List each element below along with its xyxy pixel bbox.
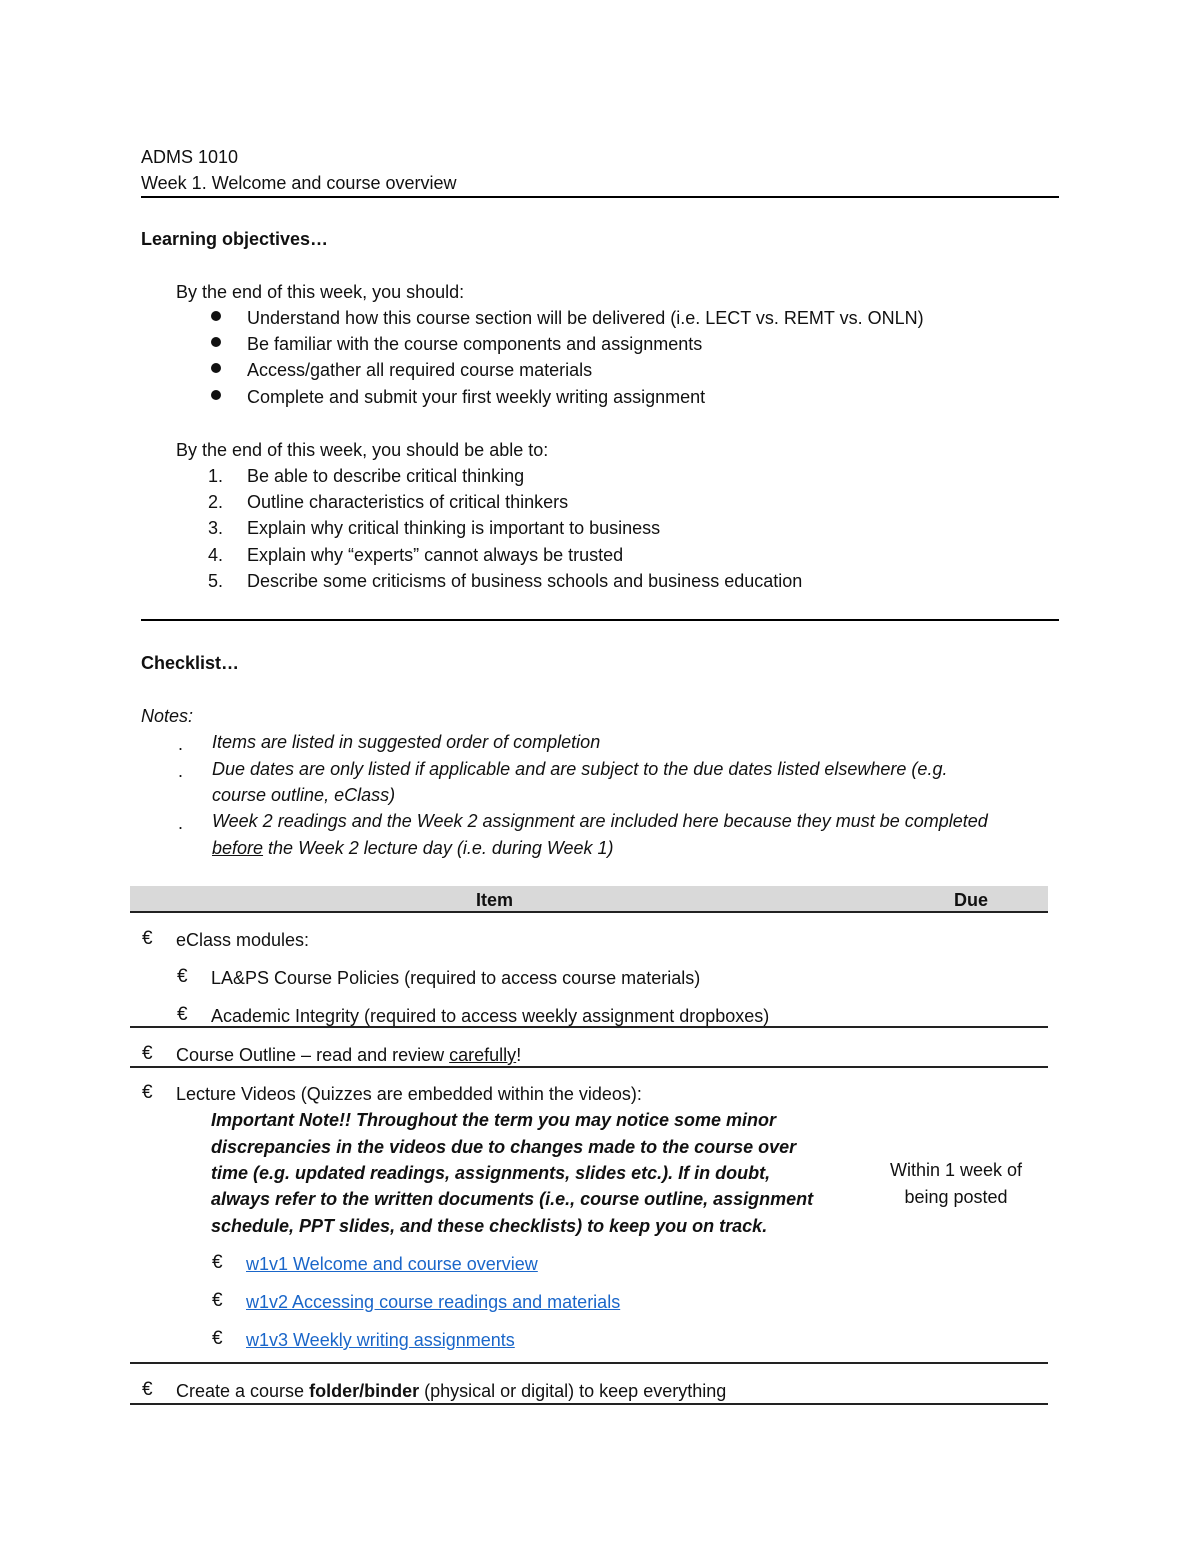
- section-rule: [141, 619, 1059, 621]
- note-marker: .: [178, 761, 184, 781]
- outline-emphasis: carefully: [449, 1045, 517, 1065]
- checkbox-icon[interactable]: €: [177, 966, 188, 987]
- able-item: Explain why “experts” cannot always be trusted: [247, 545, 624, 565]
- notes-label: Notes:: [141, 706, 194, 726]
- checklist-subitem: LA&PS Course Policies (required to access course materials): [211, 968, 701, 988]
- bullet-icon: [211, 390, 221, 400]
- note-marker: .: [178, 734, 184, 754]
- course-code: ADMS 1010: [141, 147, 239, 167]
- table-row-divider: [130, 1066, 1048, 1068]
- outline-punct: !: [516, 1045, 522, 1065]
- header-rule: [141, 196, 1059, 198]
- checkbox-icon[interactable]: €: [212, 1328, 223, 1349]
- bullet-icon: [211, 311, 221, 321]
- table-header: [130, 886, 1048, 912]
- checkbox-icon[interactable]: €: [212, 1290, 223, 1311]
- note-item: Due dates are only listed if applicable and are subject to the due dates listed elsewhere (e.g.: [212, 759, 948, 779]
- checklist-heading: Checklist…: [141, 653, 240, 673]
- outline-text: Course Outline – read and review: [176, 1045, 450, 1065]
- bullet-icon: [211, 337, 221, 347]
- able-item-number: 5.: [208, 571, 224, 591]
- checkbox-icon[interactable]: €: [212, 1252, 223, 1273]
- videos-note-line: Important Note!! Throughout the term you may notice some minor: [211, 1110, 777, 1130]
- should-item: Access/gather all required course materials: [247, 360, 593, 380]
- able-intro: By the end of this week, you should be able to:: [176, 440, 549, 460]
- table-row-divider: [130, 1403, 1048, 1405]
- note-before-word: before: [212, 838, 264, 858]
- checklist-item-videos: Lecture Videos (Quizzes are embedded within the videos):: [176, 1084, 642, 1104]
- objectives-heading: Learning objectives…: [141, 229, 329, 249]
- week-title: Week 1. Welcome and course overview: [141, 173, 457, 193]
- able-item: Be able to describe critical thinking: [247, 466, 525, 486]
- able-item-number: 1.: [208, 466, 224, 486]
- able-item-number: 3.: [208, 518, 224, 538]
- checkbox-icon[interactable]: €: [142, 1043, 153, 1064]
- video-link-w1v3[interactable]: w1v3 Weekly writing assignments: [246, 1330, 515, 1350]
- table-row-divider: [130, 1026, 1048, 1028]
- bullet-icon: [211, 363, 221, 373]
- table-row-divider: [130, 911, 1048, 913]
- checklist-item-folder: [176, 1378, 726, 1404]
- folder-emphasis: folder/binder: [309, 1381, 420, 1401]
- videos-due-line: being posted: [904, 1187, 1008, 1207]
- should-intro: By the end of this week, you should:: [176, 282, 465, 302]
- able-item: Outline characteristics of critical thinkers: [247, 492, 569, 512]
- column-item-header: Item: [476, 890, 514, 910]
- table-row-divider: [130, 1362, 1048, 1364]
- note-item-continued: course outline, eClass): [212, 785, 396, 805]
- able-item-number: 4.: [208, 545, 224, 565]
- checklist-item-eclass: eClass modules:: [176, 930, 310, 950]
- video-link-w1v2[interactable]: w1v2 Accessing course readings and materials: [246, 1292, 621, 1312]
- checklist-item-outline: [176, 1042, 521, 1068]
- should-item: Be familiar with the course components and assignments: [247, 334, 703, 354]
- checkbox-icon[interactable]: €: [177, 1004, 188, 1025]
- video-link-w1v1[interactable]: w1v1 Welcome and course overview: [246, 1254, 538, 1274]
- note-item: Week 2 readings and the Week 2 assignment are included here because they must be completed: [212, 811, 988, 831]
- checklist-subitem: Academic Integrity (required to access weekly assignment dropboxes): [211, 1006, 770, 1026]
- checkbox-icon[interactable]: €: [142, 1379, 153, 1400]
- able-item: Explain why critical thinking is important to business: [247, 518, 661, 538]
- videos-note-line: time (e.g. updated readings, assignments, slides etc.). If in doubt,: [211, 1163, 771, 1183]
- folder-text: Create a course: [176, 1381, 310, 1401]
- videos-note-line: discrepancies in the videos due to changes made to the course over: [211, 1137, 797, 1157]
- note-item: Items are listed in suggested order of completion: [212, 732, 601, 752]
- videos-note-line: schedule, PPT slides, and these checklists) to keep you on track.: [211, 1216, 768, 1236]
- should-item: Complete and submit your first weekly writing assignment: [247, 387, 706, 407]
- note-rest: the Week 2 lecture day (i.e. during Week 1): [263, 838, 614, 858]
- should-item: Understand how this course section will be delivered (i.e. LECT vs. REMT vs. ONLN): [247, 308, 924, 328]
- able-item-number: 2.: [208, 492, 224, 512]
- videos-due-line: Within 1 week of: [889, 1160, 1023, 1180]
- note-item-continued: [212, 835, 614, 861]
- note-marker: .: [178, 813, 184, 833]
- folder-rest: (physical or digital) to keep everything: [419, 1381, 727, 1401]
- videos-note-line: always refer to the written documents (i.e., course outline, assignment: [211, 1189, 814, 1209]
- checkbox-icon[interactable]: €: [142, 1082, 153, 1103]
- checkbox-icon[interactable]: €: [142, 928, 153, 949]
- able-item: Describe some criticisms of business schools and business education: [247, 571, 803, 591]
- column-due-header: Due: [954, 890, 989, 910]
